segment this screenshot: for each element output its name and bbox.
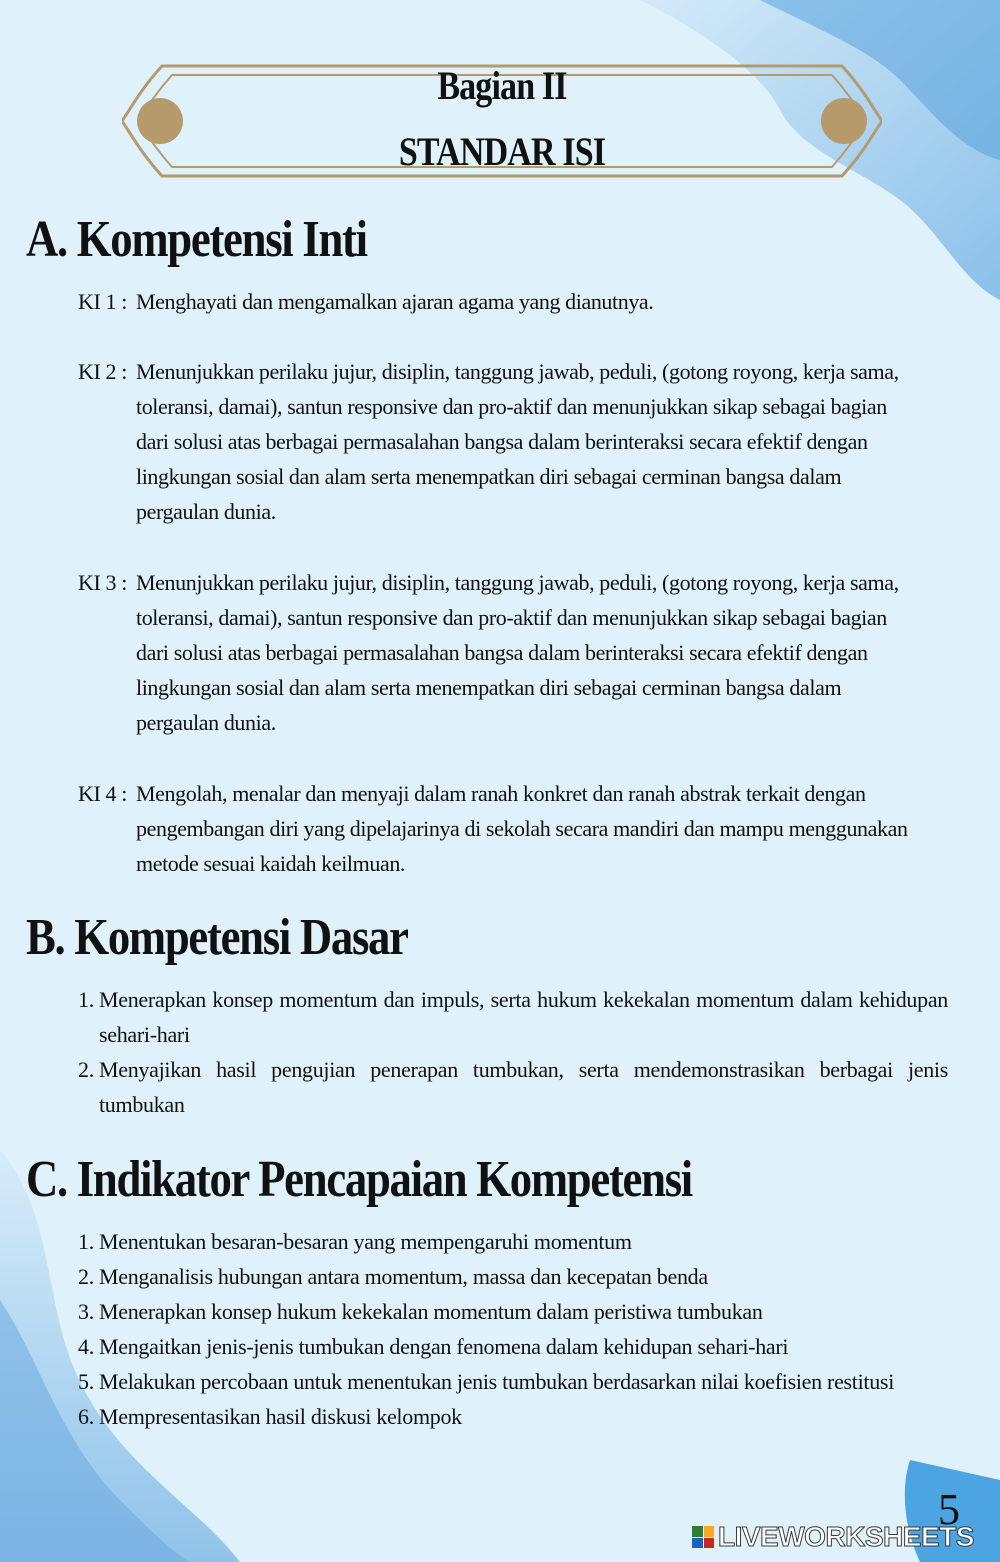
kompetensi-dasar-list — [78, 982, 948, 1122]
list-number: 6. — [78, 1404, 94, 1429]
list-item — [78, 1052, 948, 1122]
list-item — [78, 1364, 958, 1399]
ki-line: toleransi, damai), santun responsive dan pro-aktif dan menunjukkan sikap sebagai bagian — [136, 605, 887, 630]
indikator-list — [78, 1224, 958, 1434]
ki-line: dari solusi atas berbagai permasalahan bangsa dalam berinteraksi secara efektif dengan — [136, 429, 868, 454]
list-item — [78, 982, 948, 1052]
list-item — [78, 1294, 958, 1329]
list-number: 5. — [78, 1369, 94, 1394]
list-item — [78, 1399, 958, 1434]
list-text: Menyajikan hasil pengujian penerapan tumbukan, serta mendemonstrasikan berbagai jenis tumbukan — [99, 1057, 948, 1117]
list-number: 1. — [78, 987, 94, 1012]
list-text: Mengaitkan jenis-jenis tumbukan dengan fenomena dalam kehidupan sehari-hari — [99, 1334, 789, 1359]
list-text: Mempresentasikan hasil diskusi kelompok — [99, 1404, 462, 1429]
ki-line: dari solusi atas berbagai permasalahan bangsa dalam berinteraksi secara efektif dengan — [136, 640, 868, 665]
title-banner — [122, 58, 882, 184]
liveworksheets-watermark[interactable] — [692, 1522, 974, 1552]
list-item — [78, 1329, 958, 1364]
ki-line: metode sesuai kaidah keilmuan. — [136, 851, 406, 876]
section-title: STANDAR ISI — [398, 129, 606, 174]
list-text: Menganalisis hubungan antara momentum, massa dan kecepatan benda — [99, 1264, 708, 1289]
list-number: 2. — [78, 1057, 94, 1082]
list-text: Menentukan besaran-besaran yang mempengaruhi momentum — [99, 1229, 632, 1254]
list-text: Menerapkan konsep hukum kekekalan momentum dalam peristiwa tumbukan — [99, 1299, 763, 1324]
ki-label: KI 1 : — [78, 289, 127, 314]
ki-line: Mengolah, menalar dan menyaji dalam ranah konkret dan ranah abstrak terkait dengan — [136, 781, 866, 806]
list-number: 4. — [78, 1334, 94, 1359]
list-text: Menerapkan konsep momentum dan impuls, serta hukum kekekalan momentum dalam kehidupan sehari-hari — [99, 987, 948, 1047]
ki-label: KI 4 : — [78, 781, 127, 806]
list-number: 2. — [78, 1264, 94, 1289]
ki-line: Menghayati dan mengamalkan ajaran agama yang dianutnya. — [136, 289, 654, 314]
ki-item — [78, 354, 978, 529]
ki-line: lingkungan sosial dan alam serta menempatkan diri sebagai cerminan bangsa dalam — [136, 675, 842, 700]
list-number: 1. — [78, 1229, 94, 1254]
list-number: 3. — [78, 1299, 94, 1324]
watermark-text: LIVEWORKSHEETS — [718, 1521, 974, 1552]
ki-line: pengembangan diri yang dipelajarinya di sekolah secara mandiri dan mampu menggunakan — [136, 816, 908, 841]
ki-line: toleransi, damai), santun responsive dan pro-aktif dan menunjukkan sikap sebagai bagian — [136, 394, 887, 419]
ki-line: pergaulan dunia. — [136, 710, 276, 735]
page-number: 5 — [938, 1485, 960, 1534]
ki-label: KI 3 : — [78, 570, 127, 595]
part-label: Bagian II — [437, 63, 567, 108]
list-item — [78, 1259, 958, 1294]
heading-kompetensi-inti: A. Kompetensi Inti — [26, 211, 367, 268]
list-text: Melakukan percobaan untuk menentukan jenis tumbukan berdasarkan nilai koefisien restitusi — [99, 1369, 895, 1394]
ki-line: lingkungan sosial dan alam serta menempatkan diri sebagai cerminan bangsa dalam — [136, 464, 842, 489]
heading-kompetensi-dasar: B. Kompetensi Dasar — [26, 909, 408, 966]
list-item — [78, 1224, 958, 1259]
ki-line: Menunjukkan perilaku jujur, disiplin, tanggung jawab, peduli, (gotong royong, kerja sama, — [136, 359, 899, 384]
ki-label: KI 2 : — [78, 359, 127, 384]
ki-item — [78, 565, 978, 740]
heading-indikator: C. Indikator Pencapaian Kompetensi — [26, 1151, 692, 1208]
banner-ornament-left — [137, 98, 183, 144]
banner-ornament-right — [821, 98, 867, 144]
ki-line: pergaulan dunia. — [136, 499, 276, 524]
liveworksheets-logo-icon — [692, 1526, 714, 1548]
ki-line: Menunjukkan perilaku jujur, disiplin, tanggung jawab, peduli, (gotong royong, kerja sama, — [136, 570, 899, 595]
ki-item — [78, 776, 978, 881]
ki-item — [78, 284, 978, 319]
